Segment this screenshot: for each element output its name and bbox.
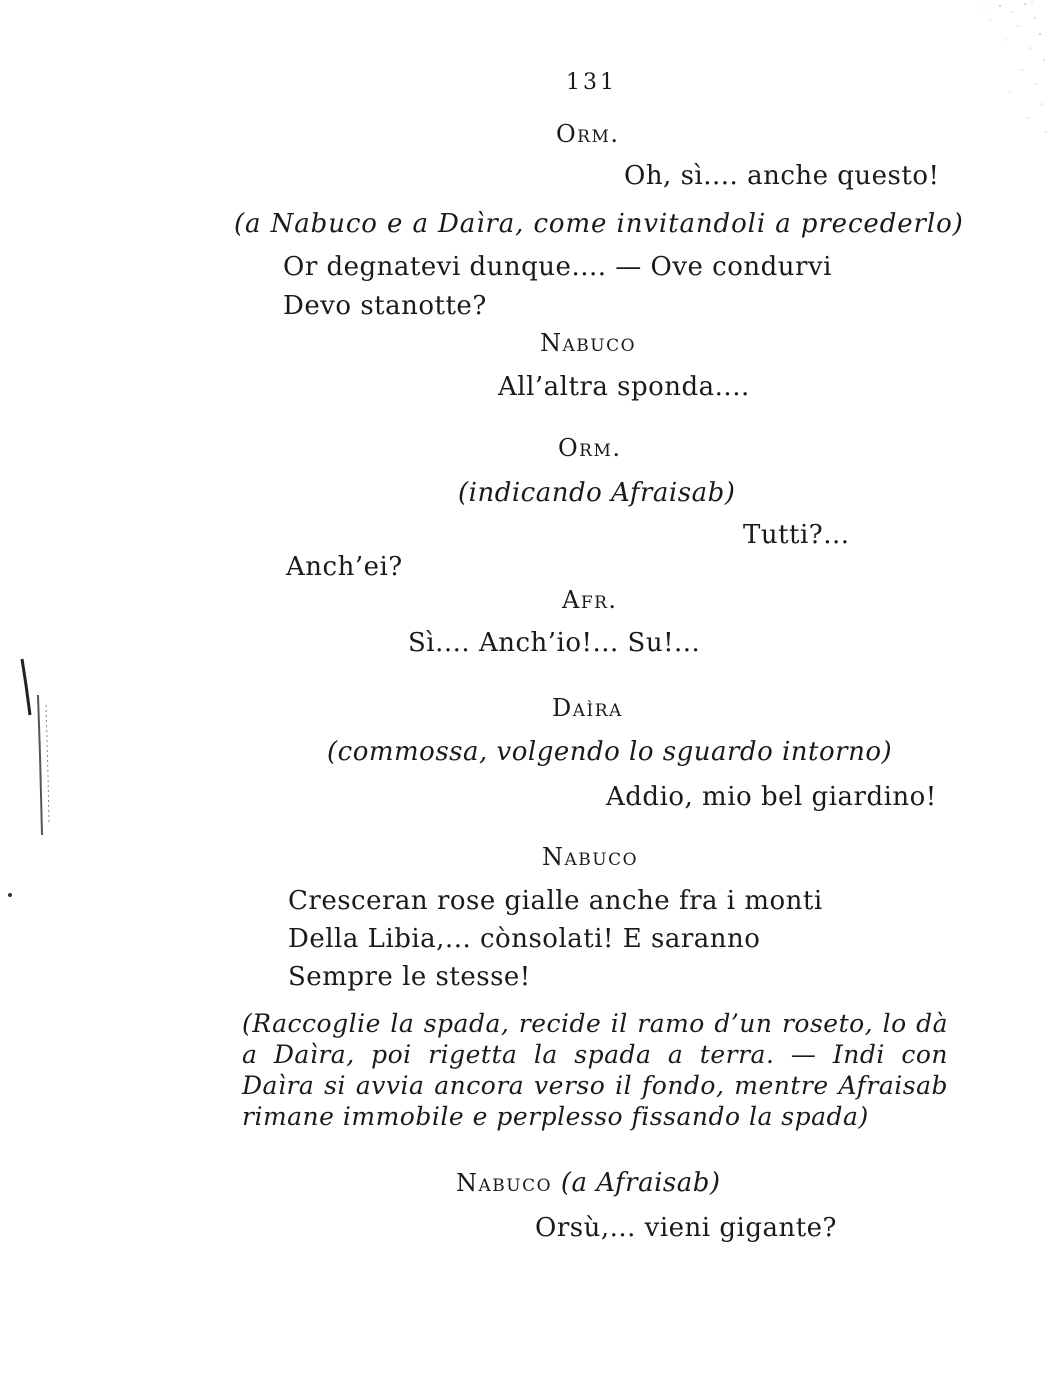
verse-line: Oh, sì.... anche questo! (624, 161, 940, 191)
stage-direction: (a Nabuco e a Daìra, come invitandoli a precederlo) (234, 209, 964, 239)
speaker-daira: Daìra (552, 694, 623, 722)
verse-line: Cresceran rose gialle anche fra i monti (288, 886, 823, 916)
stage-direction: (indicando Afraisab) (458, 478, 736, 508)
speaker-line-nabuco (456, 1167, 721, 1199)
verse-line: Orsù,... vieni gigante? (535, 1213, 837, 1243)
verse-line: Tutti?... (743, 520, 850, 550)
verse-line: All’altra sponda.... (498, 372, 750, 402)
verse-line: Or degnatevi dunque.... — Ove condurvi (283, 252, 832, 282)
stage-direction: (commossa, volgendo lo sguardo intorno) (327, 737, 893, 767)
stage-direction-block: (Raccoglie la spada, recide il ramo d’un roseto, lo dà a Daìra, poi rigetta la spada a terra. — Indi con Daìra si avvia ancora verso il fondo, mentre Afraisab rimane immobile e perplesso fissando la spada) (242, 1009, 948, 1131)
page-number: 131 (566, 70, 617, 95)
speaker-orm: Orm. (556, 120, 620, 148)
verse-line: Sì.... Anch’io!... Su!... (408, 628, 701, 658)
speaker-nabuco: Nabuco (456, 1169, 553, 1197)
verse-line: Sempre le stesse! (288, 962, 531, 992)
speaker-nabuco: Nabuco (540, 329, 637, 357)
speaker-nabuco: Nabuco (542, 843, 639, 871)
paper-speckle (940, 0, 1050, 160)
stage-direction: (a Afraisab) (560, 1168, 721, 1198)
margin-dot (8, 893, 12, 897)
verse-line: Addio, mio bel giardino! (606, 782, 937, 812)
speaker-afr: Afr. (562, 586, 618, 614)
speaker-orm: Orm. (558, 434, 622, 462)
margin-pencil-mark (18, 655, 58, 855)
verse-line: Anch’ei? (286, 552, 403, 582)
verse-line: Della Libia,... cònsolati! E saranno (288, 924, 761, 954)
verse-line: Devo stanotte? (283, 291, 487, 321)
